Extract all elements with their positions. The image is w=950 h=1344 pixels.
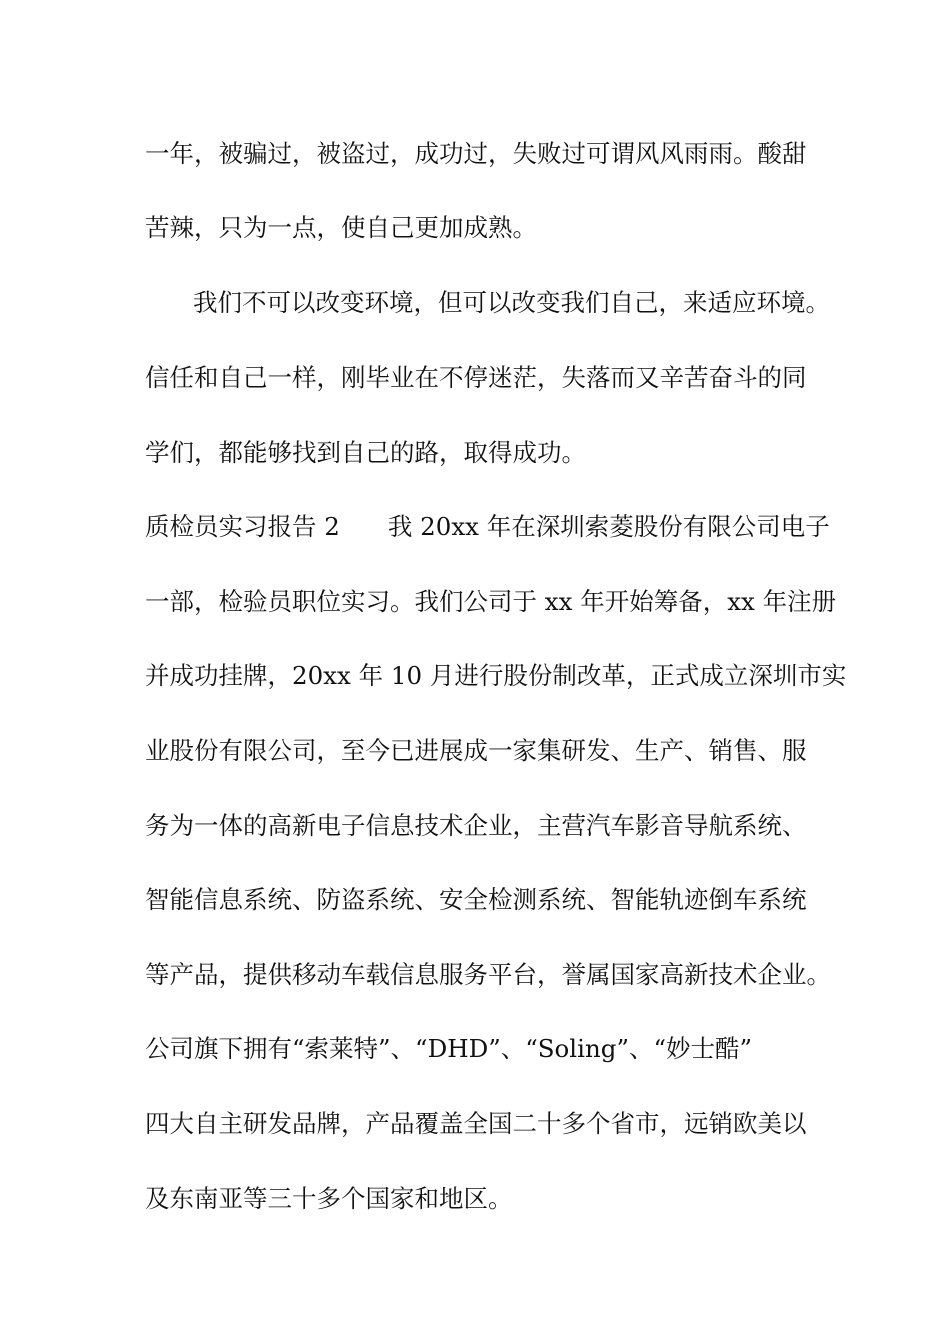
paragraph-line: 学们，都能够找到自己的路，取得成功。 bbox=[145, 438, 586, 467]
paragraph-line: 务为一体的高新电子信息技术企业，主营汽车影音导航系统、 bbox=[145, 811, 807, 840]
paragraph-line: 及东南亚等三十多个国家和地区。 bbox=[145, 1184, 513, 1213]
paragraph-line: 业股份有限公司，至今已进展成一家集研发、生产、销售、服 bbox=[145, 736, 807, 765]
paragraph-line: 一年，被骗过，被盗过，成功过，失败过可谓风风雨雨。酸甜 bbox=[145, 139, 807, 168]
paragraph-line: 一部，检验员职位实习。我们公司于 xx 年开始筹备，xx 年注册 bbox=[145, 587, 837, 616]
section-first-line-text: 我 20xx 年在深圳索菱股份有限公司电子 bbox=[387, 512, 830, 541]
section-first-line bbox=[145, 507, 830, 547]
paragraph-line: 苦辣，只为一点，使自己更加成熟。 bbox=[145, 213, 537, 242]
paragraph-line: 四大自主研发品牌，产品覆盖全国二十多个省市，远销欧美以 bbox=[145, 1109, 807, 1138]
paragraph-line: 信任和自己一样，刚毕业在不停迷茫，失落而又辛苦奋斗的同 bbox=[145, 363, 807, 392]
section-heading: 质检员实习报告 2 bbox=[145, 512, 340, 541]
paragraph-line: 并成功挂牌，20xx 年 10 月进行股份制改革，正式成立深圳市实 bbox=[145, 661, 847, 690]
paragraph-line: 公司旗下拥有“索莱特”、“DHD”、“Soling”、“妙士酷” bbox=[145, 1034, 753, 1063]
paragraph-line: 我们不可以改变环境，但可以改变我们自己，来适应环境。 bbox=[193, 288, 830, 317]
paragraph-line: 智能信息系统、防盗系统、安全检测系统、智能轨迹倒车系统 bbox=[145, 885, 807, 914]
paragraph-line: 等产品，提供移动车载信息服务平台，誉属国家高新技术企业。 bbox=[145, 960, 831, 989]
